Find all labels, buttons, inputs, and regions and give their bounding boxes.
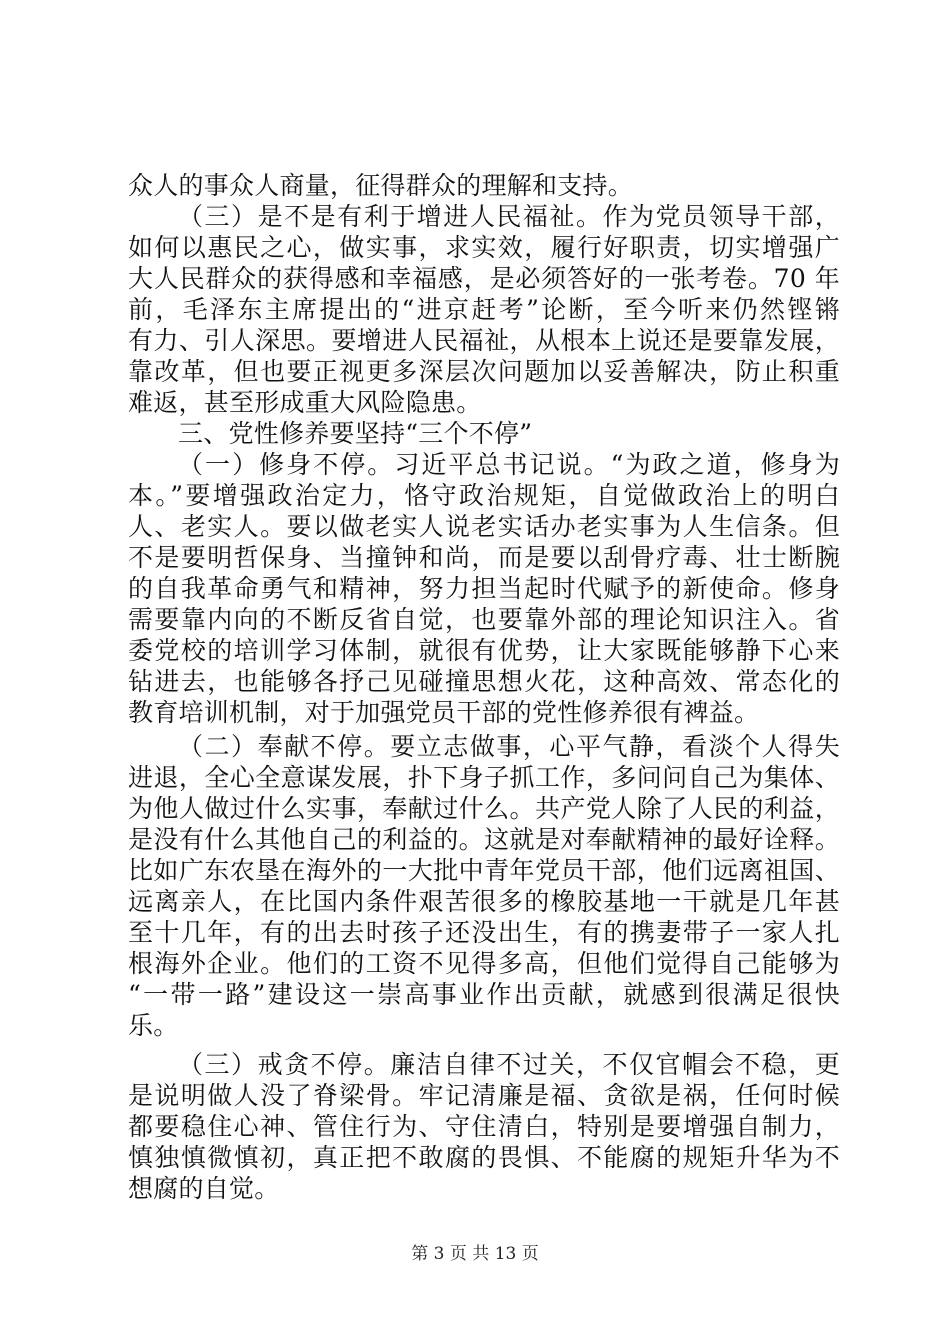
text-line: 远离亲人，在比国内条件艰苦很多的橡胶基地一干就是几年甚: [128, 887, 840, 916]
text-line: 有力、引人深思。要增进人民福祉，从根本上说还是要靠发展，: [128, 326, 840, 355]
text-line: 大人民群众的获得感和幸福感，是必须答好的一张考卷。70 年: [128, 264, 840, 293]
text-line: 的自我革命勇气和精神，努力担当起时代赋予的新使命。修身: [128, 574, 840, 603]
text-line: 本。”要增强政治定力，恪守政治规矩，自觉做政治上的明白: [128, 481, 840, 510]
page-footer: 第 3 页 共 13 页: [411, 1244, 539, 1264]
text-line: “一带一路”建设这一崇高事业作出贡献，就感到很满足很快: [128, 980, 840, 1009]
section-heading: 三、党性修养要坚持“三个不停”: [178, 419, 533, 448]
text-line: 至十几年，有的出去时孩子还没出生，有的携妻带子一家人扎: [128, 918, 840, 947]
document-body: [128, 170, 840, 1204]
text-line: 是说明做人没了脊梁骨。牢记清廉是福、贪欲是祸，任何时候: [128, 1081, 840, 1110]
paragraph-heading-line: （三）是不是有利于增进人民福祉。作为党员领导干部，: [178, 202, 840, 231]
text-line: 人、老实人。要以做老实人说老实话办老实事为人生信条。但: [128, 512, 840, 541]
text-line: 进退，全心全意谋发展，扑下身子抓工作，多问问自己为集体、: [128, 763, 840, 792]
text-line: 靠改革，但也要正视更多深层次问题加以妥善解决，防止积重: [128, 357, 840, 386]
text-line: 都要稳住心神、管住行为、守住清白，特别是要增强自制力，: [128, 1112, 840, 1141]
text-line: 慎独慎微慎初，真正把不敢腐的畏惧、不能腐的规矩升华为不: [128, 1143, 840, 1172]
text-line: 众人的事众人商量，征得群众的理解和支持。: [128, 171, 634, 200]
text-line: 委党校的培训学习体制，就很有优势，让大家既能够静下心来: [128, 636, 840, 665]
text-line: 钻进去，也能够各抒己见碰撞思想火花，这种高效、常态化的: [128, 667, 840, 696]
paragraph-heading-line: （二）奉献不停。要立志做事，心平气静，看淡个人得失: [178, 732, 840, 761]
text-line: 比如广东农垦在海外的一大批中青年党员干部，他们远离祖国、: [128, 856, 840, 885]
text-line: 教育培训机制，对于加强党员干部的党性修养很有裨益。: [128, 698, 760, 727]
paragraph-heading-line: （三）戒贪不停。廉洁自律不过关，不仅官帽会不稳，更: [178, 1050, 840, 1079]
text-line: 是没有什么其他自己的利益的。这就是对奉献精神的最好诠释。: [128, 825, 840, 854]
paragraph-heading-line: （一）修身不停。习近平总书记说。“为政之道，修身为: [178, 450, 840, 479]
text-line: 为他人做过什么实事，奉献过什么。共产党人除了人民的利益，: [128, 794, 840, 823]
text-line: 如何以惠民之心，做实事，求实效，履行好职责，切实增强广: [128, 233, 840, 262]
text-line: 乐。: [128, 1011, 179, 1040]
text-line: 难返，甚至形成重大风险隐患。: [128, 388, 482, 417]
text-line: 根海外企业。他们的工资不见得多高，但他们觉得自己能够为: [128, 949, 840, 978]
text-line: 不是要明哲保身、当撞钟和尚，而是要以刮骨疗毒、壮士断腕: [128, 543, 840, 572]
text-line: 想腐的自觉。: [128, 1174, 280, 1203]
text-line: 需要靠内向的不断反省自觉，也要靠外部的理论知识注入。省: [128, 605, 840, 634]
text-line: 前，毛泽东主席提出的“进京赶考”论断，至今听来仍然铿锵: [128, 295, 840, 324]
